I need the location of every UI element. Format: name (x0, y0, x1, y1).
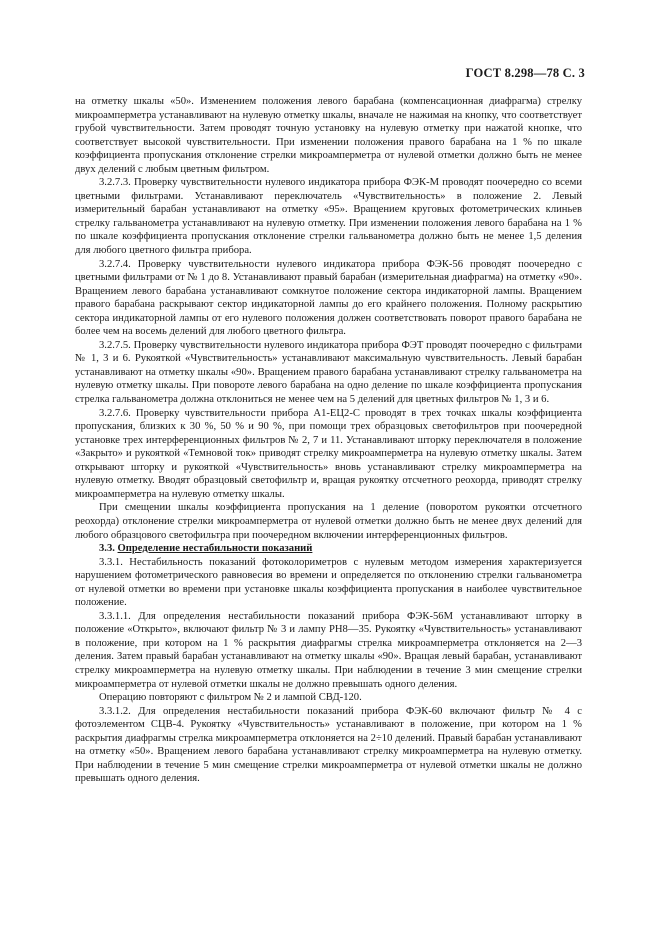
section-title: Определение нестабильности показаний (117, 543, 313, 555)
paragraph-3-2-7-4: 3.2.7.4. Проверку чувствительности нулевого индикатора прибора ФЭК-56 проводят поочередно с цветными фильтрами от № 1 до 8. Устанавливают правый барабан (измерительная диафрагма) на отметку «90». Вращением левого барабана устанавливают сомкнутое положение сектора индикаторной лампы. Вращением правого барабана раскрывают сектор индикаторной лампы до его крайнего положения. Полному раскрытию сектора индикаторной лампы от его нулевого положения должен соответствовать поворот правого барабана не более чем на восемь делений для любого цветного фильтра. (75, 258, 582, 338)
paragraph-3-3-1-2: 3.3.1.2. Для определения нестабильности показаний прибора ФЭК-60 включают фильтр № 4 с фотоэлементом СЦВ-4. Рукоятку «Чувствительность» устанавливают в положение, при котором на 1 % раскрытия диафрагмы стрелка микроамперметра отклоняется на 2÷10 делений. Правый барабан устанавливают на отметку «50». Вращением левого барабана устанавливают стрелку микроамперметра на нулевую отметку. При наблюдении в течение 5 мин смещение стрелки микроамперметра от нулевой отметки шкалы не должно превышать одного деления. (75, 705, 582, 785)
paragraph-3-3-1: 3.3.1. Нестабильность показаний фотоколориметров с нулевым методом измерения характеризуется нарушением фотометрического равновесия во времени и определяется по отклонению стрелки гальванометра от нулевой отметки во времени при установке шкалы коэффициента пропускания в наиболее чувствительное положение. (75, 556, 582, 609)
section-number: 3.3. (99, 543, 115, 555)
paragraph-3-2-7-5: 3.2.7.5. Проверку чувствительности нулевого индикатора прибора ФЭТ проводят поочередно с фильтрами № 1, 3 и 6. Рукояткой «Чувствительность» устанавливают максимальную чувствительность. Левый барабан устанавливают на отметку шкалы «90». Вращением правого барабана устанавливают стрелку гальванометра на нулевую отметку шкалы. При повороте левого барабана на одно деление по шкале коэффициента пропускания стрелка гальванометра должна отклониться не менее чем на 5 делений для цветных фильтров № 1, 3 и 6. (75, 339, 582, 406)
paragraph-repeat-operation: Операцию повторяют с фильтром № 2 и лампой СВД-120. (99, 692, 362, 704)
paragraph-shift-note: При смещении шкалы коэффициента пропускания на 1 деление (поворотом рукоятки отсчетного реохорда) отклонение стрелки микроамперметра от нулевой отметки должно быть не менее двух делений для любого образцового светофильтра при поочередном включении интерференционных фильтров. (75, 502, 582, 541)
paragraph-continuation: на отметку шкалы «50». Изменением положения левого барабана (компенсационная диафрагма) стрелку микроамперметра устанавливают на нулевую отметку шкалы, вначале не нажимая на кнопку, что соответствует грубой чувствительности. Затем проводят точную установку на нулевую отметку при нажатой кнопке, что соответствует высокой чувствительности. При изменении положения правого барабана на 1 % по шкале коэффициента пропускания отклонение стрелки микроамперметра от нулевой отметки должно быть не менее двух делений с любым цветным фильтром. (75, 96, 582, 175)
paragraph-3-2-7-3: 3.2.7.3. Проверку чувствительности нулевого индикатора прибора ФЭК-М проводят поочередно со всеми цветными фильтрами. Устанавливают переключатель «Чувствительность» в положение 2. Левый измерительный барабан устанавливают на отметку «95». Вращением круговых фотометрических клиньев стрелку гальванометра устанавливают на нулевую отметку. При изменении положения левого барабана на 1 % по шкале коэффициента пропускания отклонение стрелки гальванометра должно быть не менее 1,5 деления для любого цветного фильтра прибора. (75, 177, 582, 257)
page-body (75, 95, 582, 786)
page-header: ГОСТ 8.298—78 С. 3 (465, 66, 585, 80)
paragraph-3-3-1-1: 3.3.1.1. Для определения нестабильности показаний прибора ФЭК-56М устанавливают шторку в положение «Открыто», включают фильтр № 3 и лампу РН8—35. Рукоятку «Чувствительность» устанавливают в положение, при котором на 1 % раскрытия диафрагмы стрелка микроамперметра отклоняется на 2—3 деления. Затем правый барабан устанавливают на отметку шкалы «90». Вращая левый барабан, устанавливают стрелку микроамперметра на нулевую отметку шкалы. При наблюдении в течение 3 мин смещение стрелки микроамперметра от нулевой отметки шкалы не должно превышать одного деления. (75, 610, 582, 690)
paragraph-3-2-7-6: 3.2.7.6. Проверку чувствительности прибора А1-ЕЦ2-С проводят в трех точках шкалы коэффициента пропускания, близких к 30 %, 50 % и 90 %, при помощи трех образцовых светофильтров при поочередной установке трех интерференционных фильтров № 2, 7 и 11. Устанавливают шторку переключателя в положение «Закрыто» и рукояткой «Темновой ток» приводят стрелку микроамперметра на нулевую отметку шкалы. Затем открывают шторку и рукояткой «Чувствительность» вновь устанавливают стрелку микроамперметра на нулевую отметку. Вводят образцовый светофильтр и, вращая рукоятку отсчетного реохорда, приводят стрелку микроамперметра на нулевую отметку шкалы. (75, 407, 582, 500)
section-heading (75, 542, 582, 556)
